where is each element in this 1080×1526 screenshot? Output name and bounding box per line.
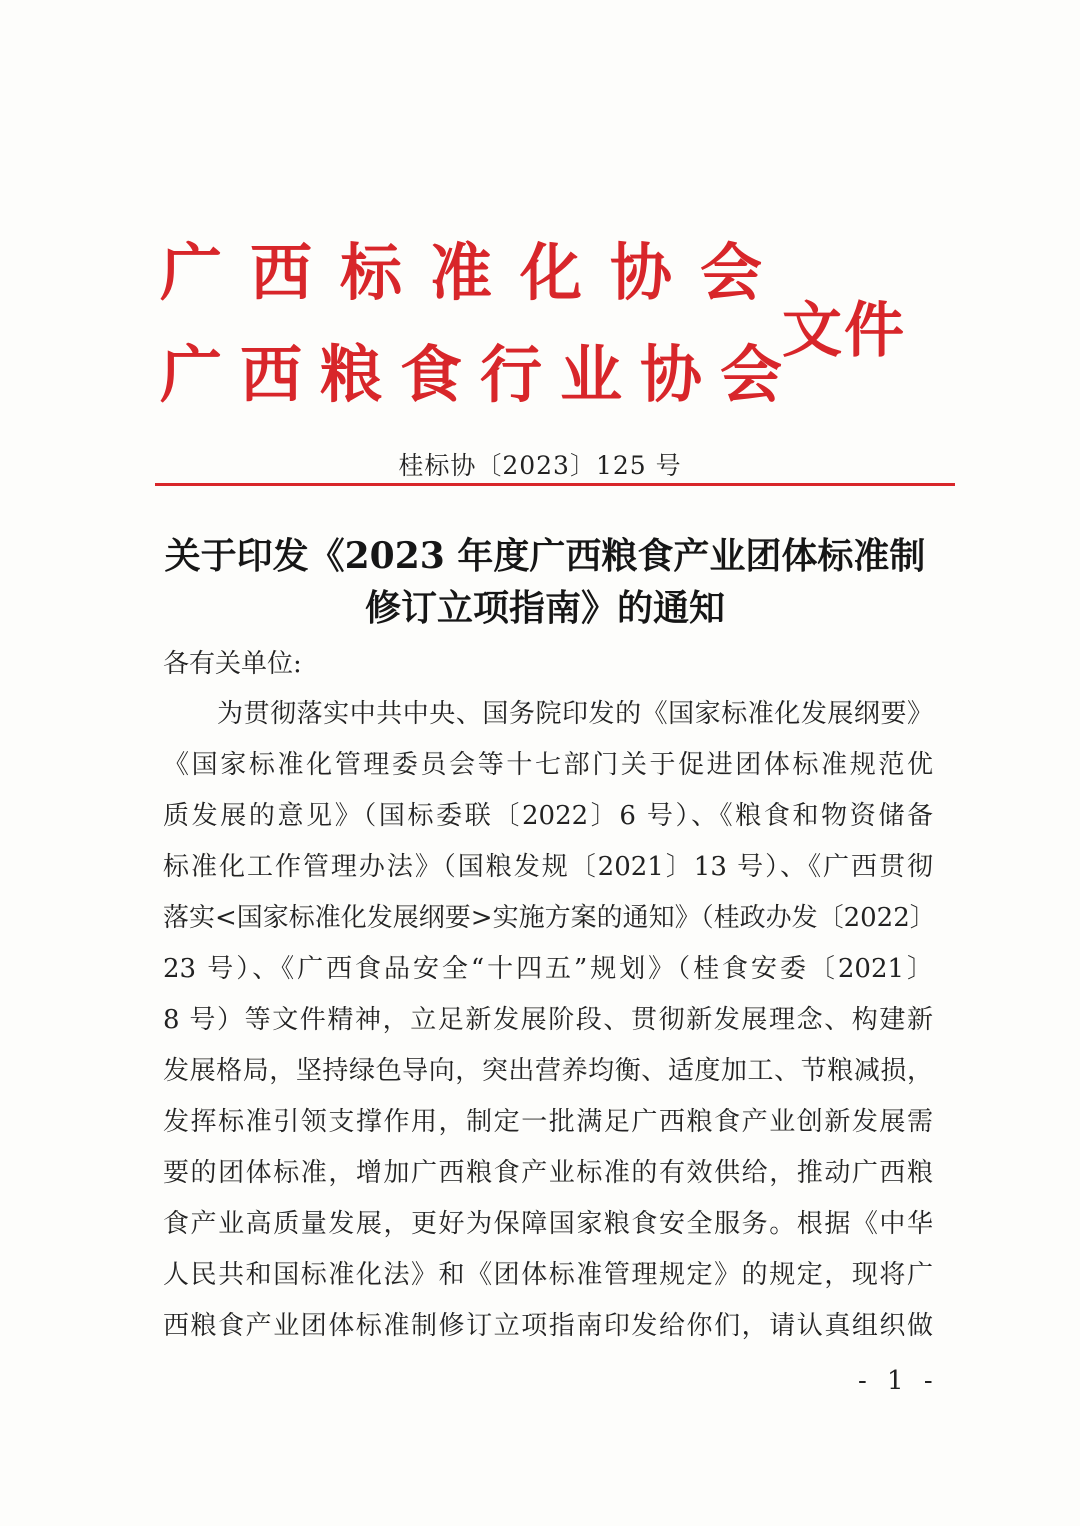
notice-title-line-2: 修订立项指南》的通知 — [364, 587, 725, 629]
red-divider-line — [155, 483, 955, 486]
body-text-line: 发挥标准引领支撑作用，制定一批满足广西粮食产业创新发展需 — [163, 1107, 933, 1137]
document-number: 桂标协〔2023〕125 号 — [398, 451, 682, 480]
salutation: 各有关单位: — [163, 649, 302, 679]
body-text-line: 标准化工作管理办法》（国粮发规〔2021〕13 号）、《广西贯彻 — [163, 852, 933, 882]
issuer-char: 业 — [560, 338, 623, 411]
issuer-char: 粮 — [320, 338, 383, 411]
document-type-label: 文件 — [782, 296, 906, 366]
body-text-line: 食产业高质量发展，更好为保障国家粮食安全服务。根据《中华 — [163, 1209, 933, 1239]
body-text-line: 《国家标准化管理委员会等十七部门关于促进团体标准规范优 — [163, 750, 933, 780]
body-text-line: 发展格局，坚持绿色导向，突出营养均衡、适度加工、节粮减损， — [163, 1056, 933, 1086]
issuer-char: 协 — [640, 338, 703, 411]
body-text-line: 要的团体标准，增加广西粮食产业标准的有效供给，推动广西粮 — [163, 1158, 933, 1188]
issuer-char: 行 — [480, 338, 543, 411]
issuer-name-guangxi-grain-industry-association — [160, 340, 800, 410]
body-text-line: 8 号）等文件精神，立足新发展阶段、贯彻新发展理念、构建新 — [163, 1005, 933, 1035]
issuer-char: 化 — [520, 236, 583, 309]
page-number: - 1 - — [858, 1366, 939, 1396]
issuer-char: 准 — [430, 236, 493, 309]
issuer-char: 西 — [240, 338, 303, 411]
issuer-char: 广 — [160, 236, 223, 309]
issuer-char: 标 — [340, 236, 403, 309]
body-text-line: 为贯彻落实中共中央、国务院印发的《国家标准化发展纲要》 — [217, 699, 933, 729]
issuer-char: 协 — [610, 236, 673, 309]
issuer-char: 会 — [700, 236, 763, 309]
body-text-line: 人民共和国标准化法》和《团体标准管理规定》的规定，现将广 — [163, 1260, 933, 1290]
body-text-line: 23 号）、《广西食品安全“十四五”规划》（桂食安委〔2021〕 — [163, 954, 933, 984]
issuer-char: 食 — [400, 338, 463, 411]
body-text-line: 落实<国家标准化发展纲要>实施方案的通知》（桂政办发〔2022〕 — [163, 903, 936, 933]
issuer-char: 广 — [160, 338, 223, 411]
body-text-line: 质发展的意见》（国标委联〔2022〕6 号）、《粮食和物资储备 — [163, 801, 933, 831]
issuer-char: 会 — [720, 338, 783, 411]
notice-title-line-1: 关于印发《2023 年度广西粮食产业团体标准制 — [164, 535, 926, 577]
body-text-line: 西粮食产业团体标准制修订立项指南印发给你们，请认真组织做 — [163, 1311, 933, 1341]
issuer-name-guangxi-standardization-association — [160, 238, 790, 308]
issuer-char: 西 — [250, 236, 313, 309]
